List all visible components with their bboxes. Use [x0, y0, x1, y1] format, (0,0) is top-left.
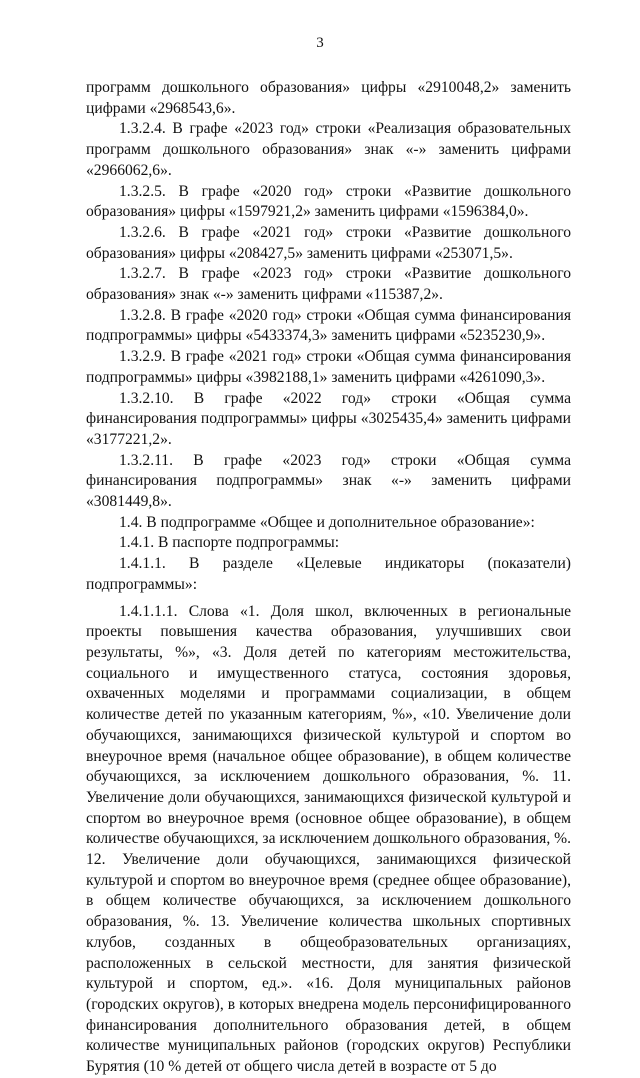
paragraph-1-3-2-10: 1.3.2.10. В графе «2022 год» строки «Общая сумма финансирования подпрограммы» цифры «3025435,4» заменить цифрами «3177221,2».	[86, 389, 571, 448]
paragraph-1-3-2-9: 1.3.2.9. В графе «2021 год» строки «Общая сумма финансирования подпрограммы» цифры «3982188,1» заменить цифрами «4261090,3».	[86, 348, 571, 386]
paragraph-1-3-2-8: 1.3.2.8. В графе «2020 год» строки «Общая сумма финансирования подпрограммы» цифры «5433374,3» заменить цифрами «5235230,9».	[86, 306, 571, 345]
paragraph-1-3-2-4: 1.3.2.4. В графе «2023 год» строки «Реализация образовательных программ дошкольного образования» знак «-» заменить цифрами «2966062,6».	[86, 120, 571, 179]
paragraph-continuation: программ дошкольного образования» цифры «2910048,2» заменить цифрами «2968543,6».	[86, 79, 571, 117]
paragraph-1-3-2-11: 1.3.2.11. В графе «2023 год» строки «Общая сумма финансирования подпрограммы» знак «-» заменить цифрами «3081449,8».	[86, 451, 571, 511]
paragraph-1-4-1-1: 1.4.1.1. В разделе «Целевые индикаторы (показатели) подпрограммы»:	[86, 555, 571, 593]
paragraph-1-3-2-5: 1.3.2.5. В графе «2020 год» строки «Развитие дошкольного образования» цифры «1597921,2» заменить цифрами «1596384,0».	[86, 182, 571, 221]
paragraph-1-4-1: 1.4.1. В паспорте подпрограммы:	[119, 534, 340, 552]
paragraph-1-4: 1.4. В подпрограмме «Общее и дополнительное образование»:	[119, 513, 535, 531]
paragraph-1-4-1-1-1: 1.4.1.1.1. Слова «1. Доля школ, включенных в региональные проекты повышения качества образования, улучшивших свои результаты, %», «3. Доля детей по категориям местожительства, социального и имущественного статуса, состояния здоровья, охваченных моделями и программами социализации, в общем количестве детей по указанным категориям, %», «10. Увеличение доли обучающихся, занимающихся физической культурой и спортом во внеурочное время (начальное общее образование), в общем количестве обучающихся, за исключением дошкольного образования, %. 11. Увеличение доли обучающихся, занимающихся физической культурой и спортом во внеурочное время (основное общее образование), в общем количестве обучающихся, за исключением дошкольного образования, %. 12. Увеличение доли обучающихся, занимающихся физической культурой и спортом во внеурочное время (среднее общее образование), в общем количестве обучающихся, за исключением дошкольного образования, %. 13. Увеличение количества школьных спортивных клубов, созданных в общеобразовательных организациях, расположенных в сельской местности, для занятия физической культурой и спортом, ед.». «16. Доля муниципальных районов (городских округов), в которых внедрена модель персонифицированного финансирования дополнительного образования детей, в общем количестве муниципальных районов (городских округов) Республики Бурятия (10 % детей от общего числа детей в возрасте от 5 до	[86, 602, 572, 1076]
page-number: 3	[316, 35, 324, 51]
document-body	[86, 78, 571, 1078]
paragraph-1-3-2-7: 1.3.2.7. В графе «2023 год» строки «Развитие дошкольного образования» знак «-» заменить цифрами «115387,2».	[86, 265, 571, 304]
paragraph-1-3-2-6: 1.3.2.6. В графе «2021 год» строки «Развитие дошкольного образования» цифры «208427,5» заменить цифрами «253071,5».	[86, 223, 571, 262]
